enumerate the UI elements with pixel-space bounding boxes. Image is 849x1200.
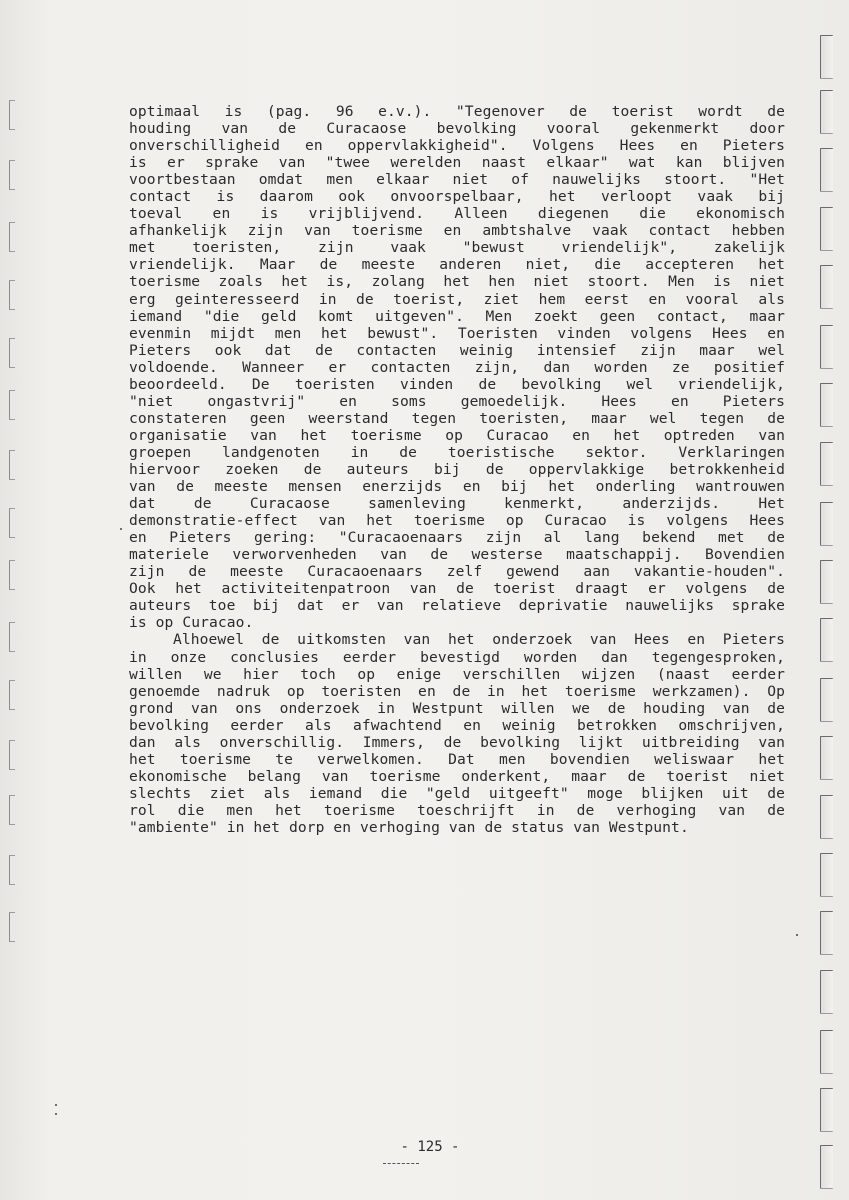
- text-line: groepen landgenoten in de toeristische sektor. Verklaringen: [129, 443, 785, 461]
- text-line: in onze conclusies eerder bevestigd worden dan tegengesproken,: [129, 648, 785, 666]
- text-line: bevolking eerder als afwachtend en weinig betrokken omschrijven,: [129, 716, 785, 734]
- text-line: met toeristen, zijn vaak "bewust vriendelijk", zakelijk: [129, 239, 785, 257]
- text-line: materiele verworvenheden van de westerse maatschappij. Bovendien: [129, 546, 785, 564]
- text-line: Pieters ook dat de contacten weinig intensief zijn maar wel: [129, 341, 785, 359]
- edge-mark-icon: [9, 740, 15, 770]
- text-line: evenmin mijdt men het bewust". Toeristen vinden volgens Hees en: [129, 324, 785, 342]
- text-line: demonstratie-effect van het toerisme op Curacao is volgens Hees: [129, 512, 785, 530]
- text-line: hiervoor zoeken de auteurs bij de oppervlakkige betrokkenheid: [129, 460, 785, 478]
- text-line: toerisme zoals het is, zolang het hen niet stoort. Men is niet: [129, 273, 785, 291]
- text-line: houding van de Curacaose bevolking vooral gekenmerkt door: [129, 120, 785, 138]
- text-line: dat de Curacaose samenleving kenmerkt, anderzijds. Het: [129, 495, 785, 513]
- ink-speck: [55, 1113, 57, 1115]
- paragraph-start-line: Alhoewel de uitkomsten van het onderzoek van Hees en Pieters: [173, 631, 785, 649]
- ink-speck: [796, 934, 798, 936]
- text-line: vriendelijk. Maar de meeste anderen niet, die accepteren het: [129, 256, 785, 274]
- text-line: "niet ongastvrij" en soms gemoedelijk. Hees en Pieters: [129, 392, 785, 410]
- binding-hole-icon: [820, 795, 833, 839]
- binding-hole-icon: [820, 853, 833, 897]
- binding-hole-icon: [820, 678, 833, 722]
- binding-hole-icon: [820, 1030, 833, 1074]
- binding-hole-icon: [820, 560, 833, 604]
- binding-hole-icon: [820, 90, 833, 134]
- text-line: onverschilligheid en oppervlakkigheid". Volgens Hees en Pieters: [129, 137, 785, 155]
- binding-hole-icon: [820, 911, 833, 955]
- text-line: ekonomische belang van toerisme onderkent, maar de toerist niet: [129, 767, 785, 785]
- text-line: het toerisme te verwelkomen. Dat men bovendien weliswaar het: [129, 750, 785, 768]
- edge-mark-icon: [9, 795, 15, 825]
- binding-hole-icon: [820, 383, 833, 427]
- edge-mark-icon: [9, 390, 15, 420]
- binding-hole-icon: [820, 148, 833, 192]
- edge-mark-icon: [9, 912, 15, 942]
- text-line: rol die men het toerisme toeschrijft in de verhoging van de: [129, 801, 785, 819]
- edge-mark-icon: [9, 560, 15, 590]
- binding-hole-icon: [820, 618, 833, 662]
- binding-hole-icon: [820, 1088, 833, 1132]
- text-line: is er sprake van "twee werelden naast elkaar" wat kan blijven: [129, 154, 785, 172]
- text-line: zijn de meeste Curacaoenaars zelf gewend aan vakantie-houden".: [129, 563, 785, 581]
- page-number-underline: [383, 1163, 419, 1164]
- ink-speck: [120, 528, 122, 530]
- binding-hole-icon: [820, 442, 833, 486]
- binding-hole-icon: [820, 35, 833, 79]
- edge-mark-icon: [9, 508, 15, 538]
- paragraph-end-line: "ambiente" in het dorp en verhoging van de status van Westpunt.: [129, 818, 689, 836]
- ink-speck: [55, 1104, 57, 1106]
- text-line: auteurs toe bij dat er van relatieve deprivatie nauwelijks sprake: [129, 597, 785, 615]
- text-line: van de meeste mensen enerzijds en bij het onderling wantrouwen: [129, 478, 785, 496]
- text-line: genoemde nadruk op toeristen en de in het toerisme werkzamen). Op: [129, 682, 785, 700]
- text-line: voldoende. Wanneer er contacten zijn, dan worden ze positief: [129, 358, 785, 376]
- text-line: toeval en is vrijblijvend. Alleen diegenen die ekonomisch: [129, 205, 785, 223]
- text-line: erg geinteresseerd in de toerist, ziet hem eerst en vooral als: [129, 290, 785, 308]
- text-line: en Pieters gering: "Curacaoenaars zijn al lang bekend met de: [129, 529, 785, 547]
- edge-mark-icon: [9, 855, 15, 885]
- text-line: Ook het activiteitenpatroon van de toerist draagt er volgens de: [129, 580, 785, 598]
- binding-hole-icon: [820, 265, 833, 309]
- text-line: constateren geen weerstand tegen toeristen, maar wel tegen de: [129, 409, 785, 427]
- text-line: afhankelijk zijn van toerisme en ambtshalve vaak contact hebben: [129, 222, 785, 240]
- text-line: beoordeeld. De toeristen vinden de bevolking wel vriendelijk,: [129, 375, 785, 393]
- binding-hole-icon: [820, 970, 833, 1014]
- binding-hole-icon: [820, 502, 833, 546]
- binding-hole-icon: [820, 207, 833, 251]
- text-line: voortbestaan omdat men elkaar niet of nauwelijks stoort. "Het: [129, 171, 785, 189]
- text-line: willen we hier toch op enige verschillen wijzen (naast eerder: [129, 665, 785, 683]
- edge-mark-icon: [9, 222, 15, 252]
- text-line: optimaal is (pag. 96 e.v.). "Tegenover de toerist wordt de: [129, 103, 785, 120]
- edge-mark-icon: [9, 450, 15, 480]
- binding-hole-icon: [820, 1145, 833, 1189]
- edge-mark-icon: [9, 100, 15, 130]
- edge-mark-icon: [9, 280, 15, 310]
- text-line: organisatie van het toerisme op Curacao en het optreden van: [129, 426, 785, 444]
- text-line: grond van ons onderzoek in Westpunt willen we de houding van de: [129, 699, 785, 717]
- edge-mark-icon: [9, 622, 15, 652]
- text-line: contact is daarom ook onvoorspelbaar, het verloopt vaak bij: [129, 188, 785, 206]
- body-text: [129, 103, 785, 836]
- edge-mark-icon: [9, 680, 15, 710]
- text-line: iemand "die geld komt uitgeven". Men zoekt geen contact, maar: [129, 307, 785, 325]
- text-line: dan als onverschillig. Immers, de bevolking lijkt uitbreiding van: [129, 733, 785, 751]
- text-line: slechts ziet als iemand die "geld uitgeeft" moge blijken uit de: [129, 784, 785, 802]
- edge-mark-icon: [9, 160, 15, 190]
- paragraph-end-line: is op Curacao.: [129, 614, 254, 632]
- page-number: - 125 -: [400, 1139, 460, 1155]
- binding-hole-icon: [820, 736, 833, 780]
- binding-hole-icon: [820, 325, 833, 369]
- edge-mark-icon: [9, 338, 15, 368]
